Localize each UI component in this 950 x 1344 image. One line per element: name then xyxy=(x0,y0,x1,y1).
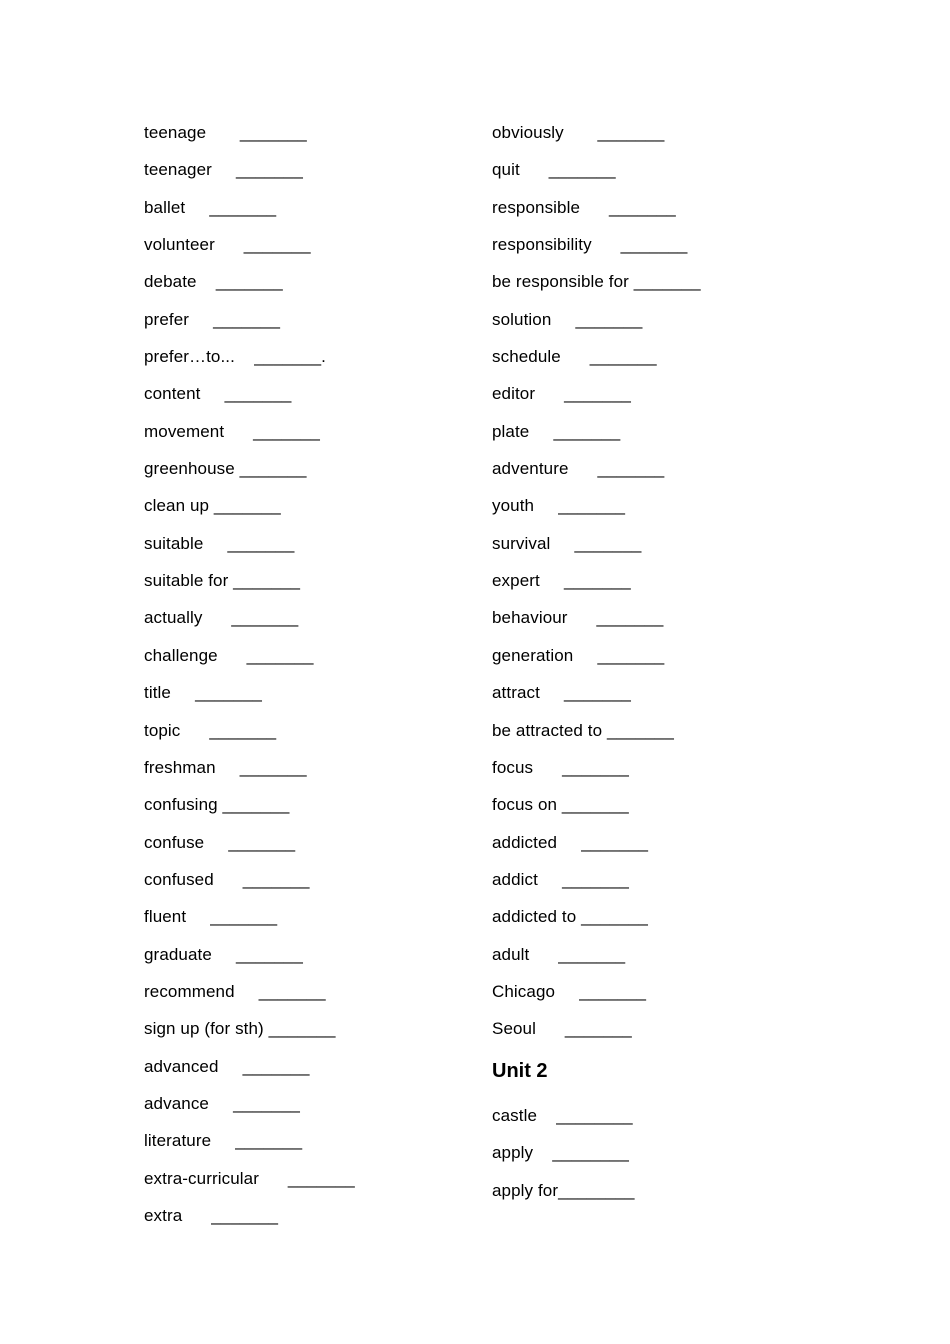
vocab-item: extra _______ xyxy=(144,1205,279,1225)
vocab-item: sign up (for sth) _______ xyxy=(144,1019,336,1039)
vocab-item: Seoul _______ xyxy=(492,1019,632,1039)
vocab-item: apply ________ xyxy=(492,1143,629,1163)
vocab-item: confuse _______ xyxy=(144,832,296,852)
vocab-item: volunteer _______ xyxy=(144,235,311,255)
vocab-item: suitable for _______ xyxy=(144,571,301,591)
vocab-item: movement _______ xyxy=(144,421,320,441)
vocab-item: confused _______ xyxy=(144,869,310,889)
unit2-vocab-list xyxy=(492,1103,701,1216)
vocab-item: survival _______ xyxy=(492,533,642,553)
vocab-item: obviously _______ xyxy=(492,123,665,142)
vocab-item: graduate _______ xyxy=(144,944,303,964)
vocab-item: teenager _______ xyxy=(144,160,303,180)
vocab-item: freshman _______ xyxy=(144,757,307,777)
vocab-item: suitable _______ xyxy=(144,533,295,553)
vocab-item: addicted _______ xyxy=(492,832,649,852)
vocab-item: castle ________ xyxy=(492,1105,633,1125)
vocab-item: confusing _______ xyxy=(144,795,290,815)
vocab-item: expert _______ xyxy=(492,571,631,591)
vocab-item: attract _______ xyxy=(492,683,631,703)
vocab-item: prefer _______ xyxy=(144,309,281,329)
vocab-item: Chicago _______ xyxy=(492,981,647,1001)
vocab-item: prefer…to... _______. xyxy=(144,347,326,367)
vocab-item: apply for________ xyxy=(492,1180,635,1200)
vocab-item: focus on _______ xyxy=(492,795,629,815)
vocab-item: addicted to _______ xyxy=(492,907,648,927)
left-vocab-column xyxy=(144,120,355,1240)
vocab-item: advanced _______ xyxy=(144,1056,310,1076)
vocab-item: responsible _______ xyxy=(492,197,676,217)
vocab-item: extra-curricular _______ xyxy=(144,1168,355,1188)
vocab-item: be responsible for _______ xyxy=(492,272,701,292)
vocab-item: adult _______ xyxy=(492,944,626,964)
vocab-item: clean up _______ xyxy=(144,496,281,516)
right-vocab-column xyxy=(492,120,701,1215)
vocab-item: actually _______ xyxy=(144,608,299,628)
unit-heading: Unit 2 xyxy=(492,1059,548,1082)
vocab-item: debate _______ xyxy=(144,272,283,292)
vocab-item: schedule _______ xyxy=(492,347,657,367)
vocab-item: topic _______ xyxy=(144,720,277,740)
vocab-item: recommend _______ xyxy=(144,981,326,1001)
vocab-item: plate _______ xyxy=(492,421,621,441)
vocab-item: greenhouse _______ xyxy=(144,459,307,479)
vocab-item: title _______ xyxy=(144,683,262,703)
vocab-item: challenge _______ xyxy=(144,645,314,665)
vocab-item: fluent _______ xyxy=(144,907,278,927)
vocab-item: behaviour _______ xyxy=(492,608,664,628)
vocab-item: teenage _______ xyxy=(144,123,307,142)
vocab-item: editor _______ xyxy=(492,384,631,404)
vocab-item: be attracted to _______ xyxy=(492,720,674,740)
vocab-item: generation _______ xyxy=(492,645,665,665)
vocab-item: advance _______ xyxy=(144,1093,300,1113)
vocab-item: literature _______ xyxy=(144,1131,303,1151)
vocab-item: quit _______ xyxy=(492,160,616,180)
vocab-item: focus _______ xyxy=(492,757,629,777)
vocab-item: ballet _______ xyxy=(144,197,277,217)
vocab-item: content _______ xyxy=(144,384,292,404)
vocab-item: youth _______ xyxy=(492,496,626,516)
vocab-item: solution _______ xyxy=(492,309,643,329)
vocab-item: responsibility _______ xyxy=(492,235,688,255)
vocab-item: adventure _______ xyxy=(492,459,665,479)
vocab-item: addict _______ xyxy=(492,869,629,889)
